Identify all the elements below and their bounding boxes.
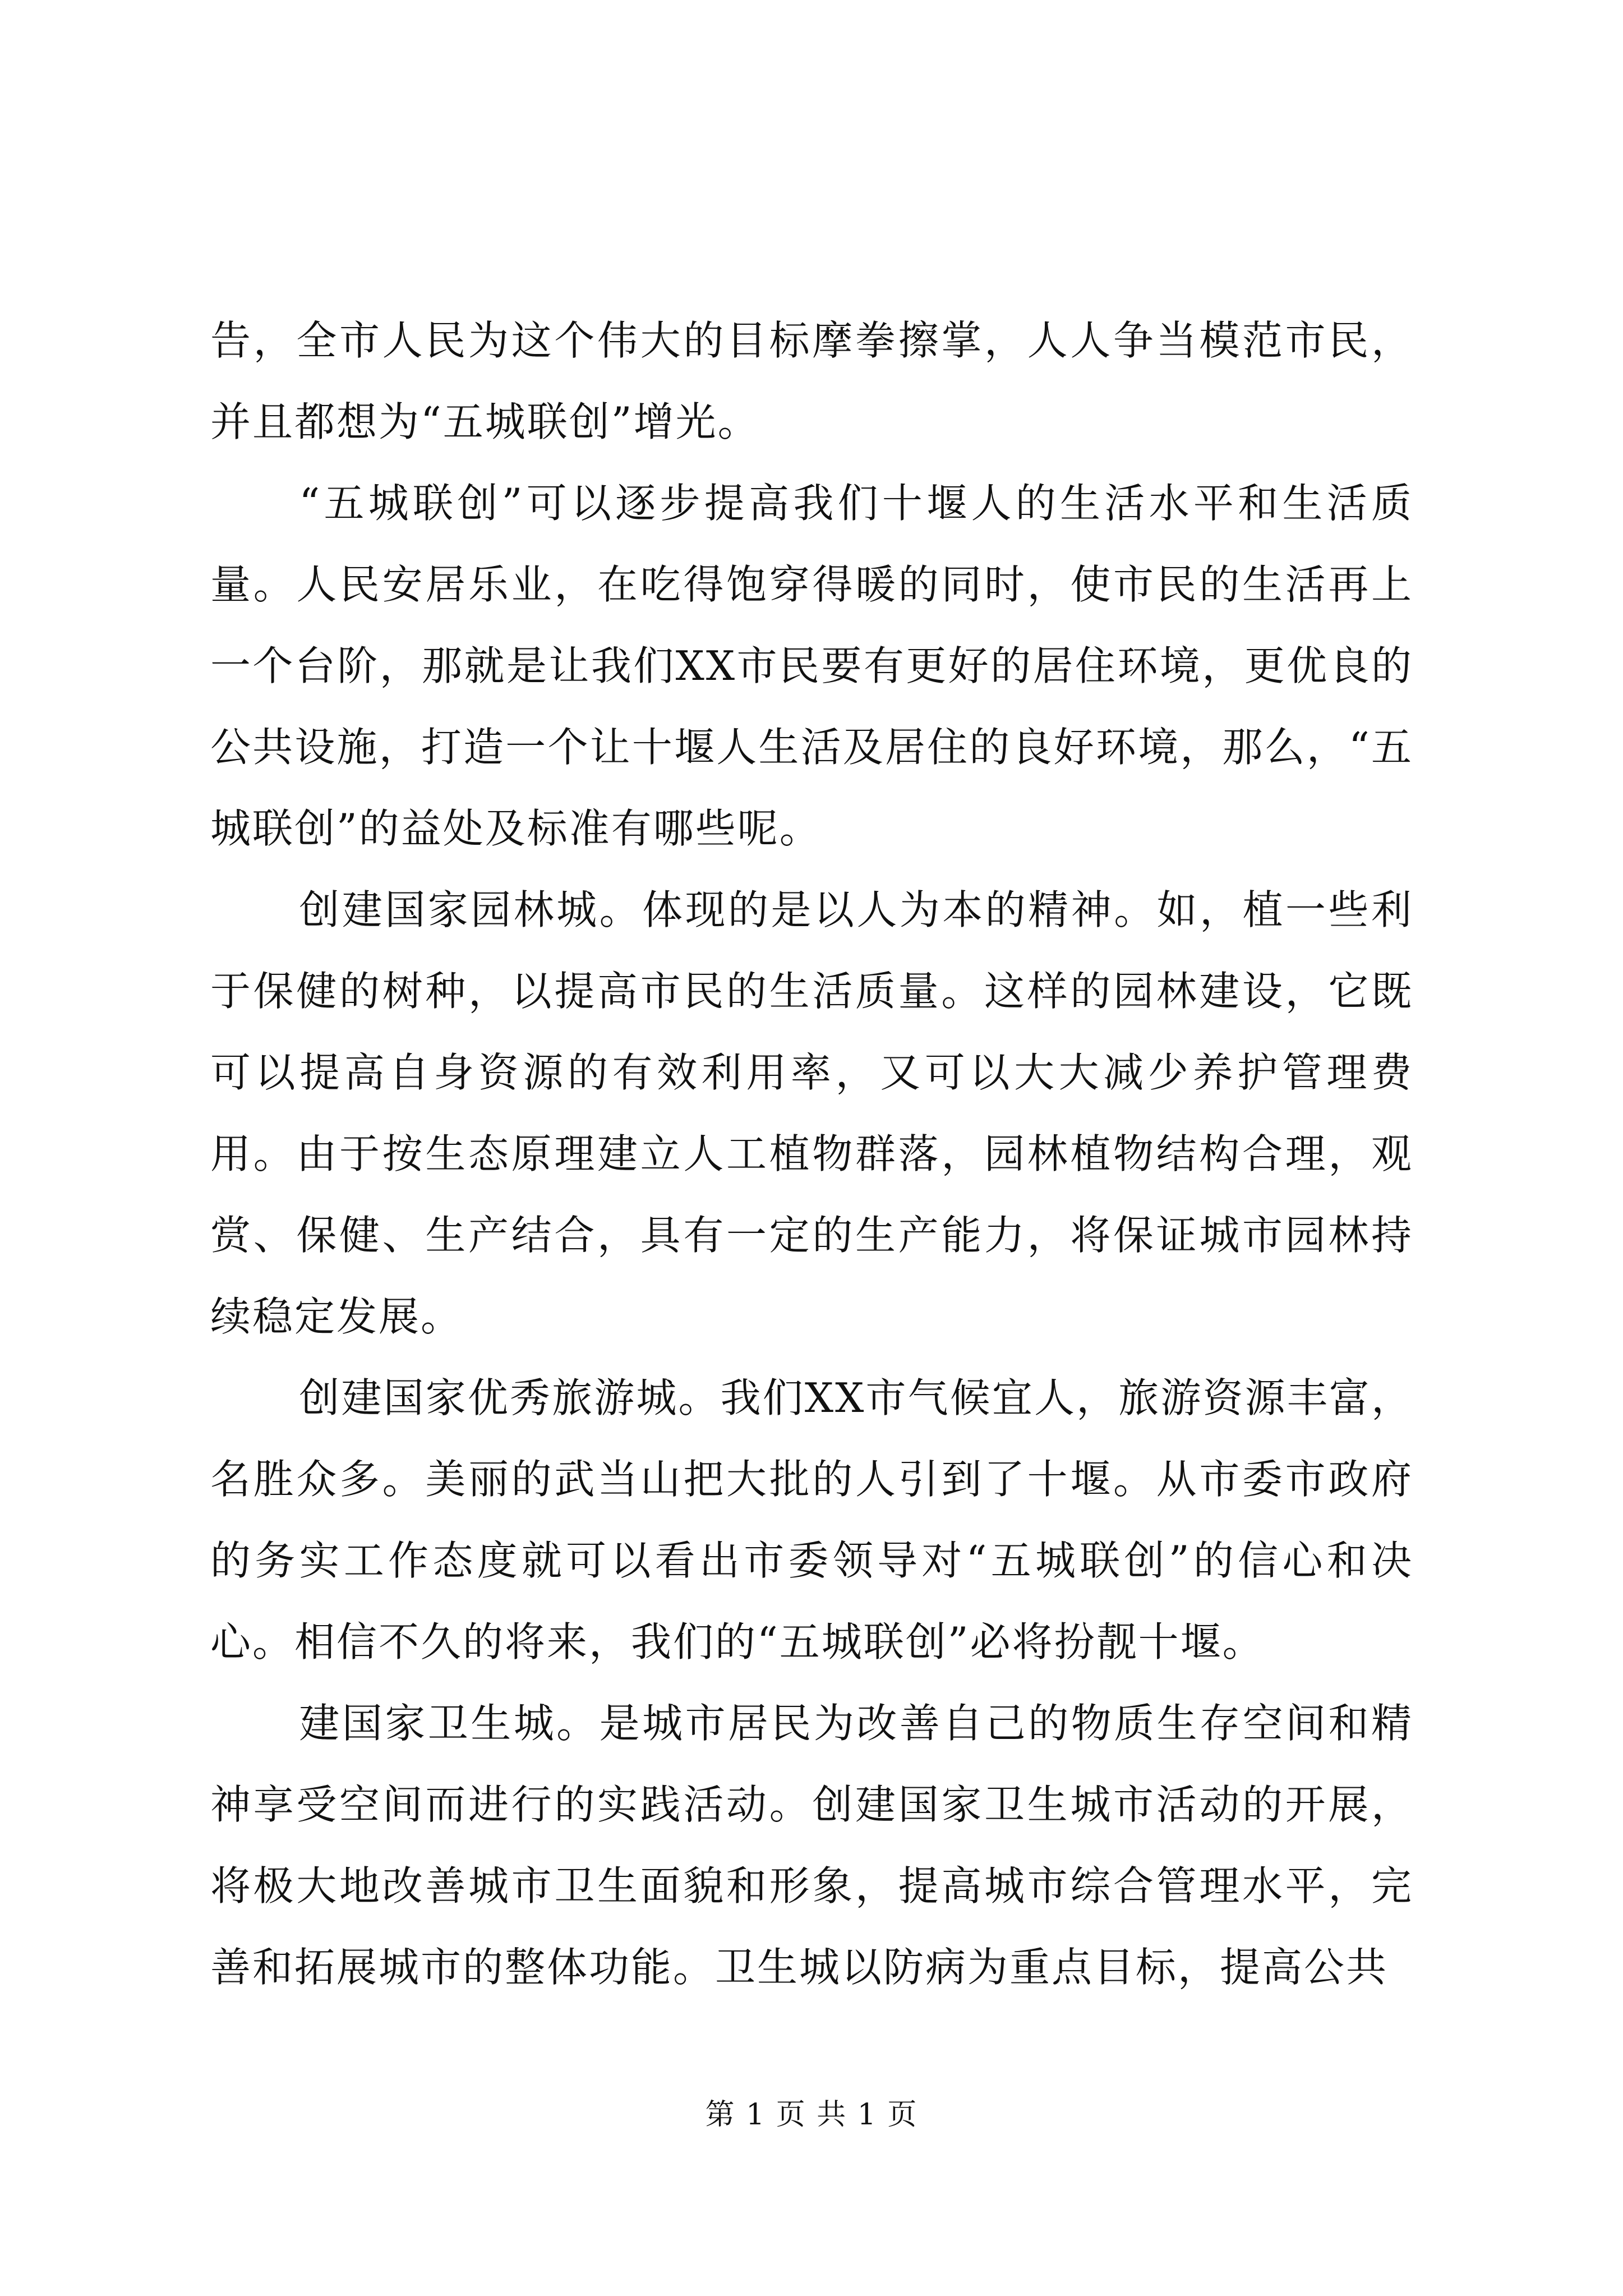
paragraph-1: 告，全市人民为这个伟大的目标摩拳擦掌，人人争当模范市民，并且都想为“五城联创”增光。: [210, 317, 1413, 445]
paragraph-3: 创建国家园林城。体现的是以人为本的精神。如，植一些利于保健的树种，以提高市民的生活质量。这样的园林建设，它既可以提高自身资源的有效利用率，又可以大大减少养护管理费用。由于按生态原理建立人工植物群落，园林植物结构合理，观赏、保健、生产结合，具有一定的生产能力，将保证城市园林持续稳定发展。: [210, 886, 1413, 1340]
page-footer: 第 1 页 共 1 页: [705, 2098, 918, 2132]
paragraph-5: 建国家卫生城。是城市居民为改善自己的物质生存空间和精神享受空间而进行的实践活动。创建国家卫生城市活动的开展，将极大地改善城市卫生面貌和形象，提高城市综合管理水平，完善和拓展城市的整体功能。卫生城以防病为重点目标，提高公共: [210, 1700, 1413, 1991]
paragraph-2: “五城联创”可以逐步提高我们十堰人的生活水平和生活质量。人民安居乐业，在吃得饱穿得暖的同时，使市民的生活再上一个台阶，那就是让我们XX市民要有更好的居住环境，更优良的公共设施，打造一个让十堰人生活及居住的良好环境，那么，“五城联创”的益处及标准有哪些呢。: [210, 480, 1413, 852]
document-body: [210, 300, 1413, 2008]
paragraph-4: 创建国家优秀旅游城。我们XX市气候宜人，旅游资源丰富，名胜众多。美丽的武当山把大批的人引到了十堰。从市委市政府的务实工作态度就可以看出市委领导对“五城联创”的信心和决心。相信不久的将来，我们的“五城联创”必将扮靓十堰。: [210, 1374, 1413, 1665]
